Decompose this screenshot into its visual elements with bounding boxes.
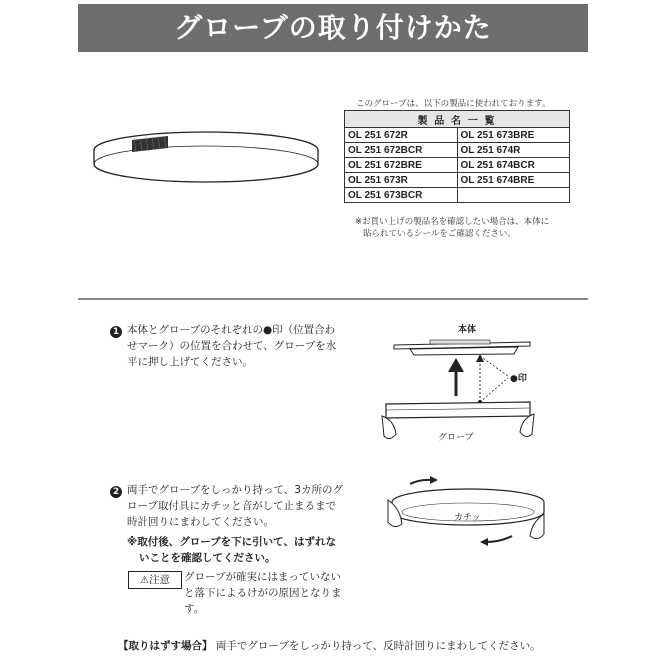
confirm-note [355,216,575,240]
page-title: グローブの取り付けかた [174,11,492,44]
caution-text [184,569,384,617]
step-1-illustration [380,320,550,450]
caution-badge [128,571,182,589]
removal-text: 両手でグローブをしっかり持って、反時計回りにまわしてください。 [215,640,541,652]
step-1-number: 1 [110,326,122,338]
table-cell: OL 251 673BRE [457,128,570,143]
warning-icon: ⚠ [140,575,149,586]
title-bar [78,4,588,52]
product-note: このグローブは、以下の製品に使われております。 [356,99,551,109]
step-2-line1: 両手でグローブをしっかり持って、3カ所のグ [127,484,343,496]
label-mark: ●印 [510,374,527,384]
caution-line3: す。 [184,603,205,615]
table-row [345,158,570,173]
step-2-note [127,534,377,566]
caution-line1: グローブが確実にはまっていない [184,571,341,583]
table-row [345,188,570,203]
caution-line2: と落下によるけがの原因となりま [184,587,342,599]
step-2-line2: ローブ取付具にカチッと音がして止まるまで [127,500,337,512]
step-2-text [127,482,377,530]
step-2-illustration [382,470,552,554]
step-2-line3: 時計回りにまわしてください。 [127,516,274,528]
step-2-note-line2: いことを確認してください。 [139,552,276,564]
table-cell: OL 251 674BCR [457,158,570,173]
ceiling-light-illustration [86,124,326,196]
table-cell: OL 251 672R [345,128,458,143]
section-divider [78,298,588,300]
table-cell: OL 251 674R [457,143,570,158]
table-row [345,173,570,188]
step-2-note-line1: ※取付後、グローブを下に引いて、はずれな [127,536,336,548]
table-cell: OL 251 672BRE [345,158,458,173]
label-click: カチッ [454,513,481,523]
confirm-note-line1: ※お買い上げの製品名を確認したい場合は、本体に [355,217,550,227]
step-1-line3: 平に押し上げてください。 [127,356,253,368]
label-globe: グローブ [438,433,474,443]
step-2-number: 2 [110,486,122,498]
table-row [345,128,570,143]
step-1-text [127,322,377,370]
product-table [344,110,570,203]
step-1-line2: せマーク）の位置を合わせて、グローブを水 [127,340,337,352]
removal-note [118,638,588,654]
table-cell: OL 251 673BCR [345,188,458,203]
table-cell: OL 251 673R [345,173,458,188]
confirm-note-line2: 貼られているシールをご確認ください。 [363,229,516,239]
label-body: 本体 [458,325,477,335]
step-1-line1: 本体とグローブのそれぞれの●印（位置合わ [127,324,336,336]
table-row [345,143,570,158]
removal-label: 【取りはずす場合】 [118,640,213,652]
table-cell: OL 251 674BRE [457,173,570,188]
caution-label: 注意 [148,574,170,586]
table-cell [457,188,570,203]
product-table-heading: 製 品 名 一 覧 [345,111,570,128]
table-cell: OL 251 672BCR [345,143,458,158]
